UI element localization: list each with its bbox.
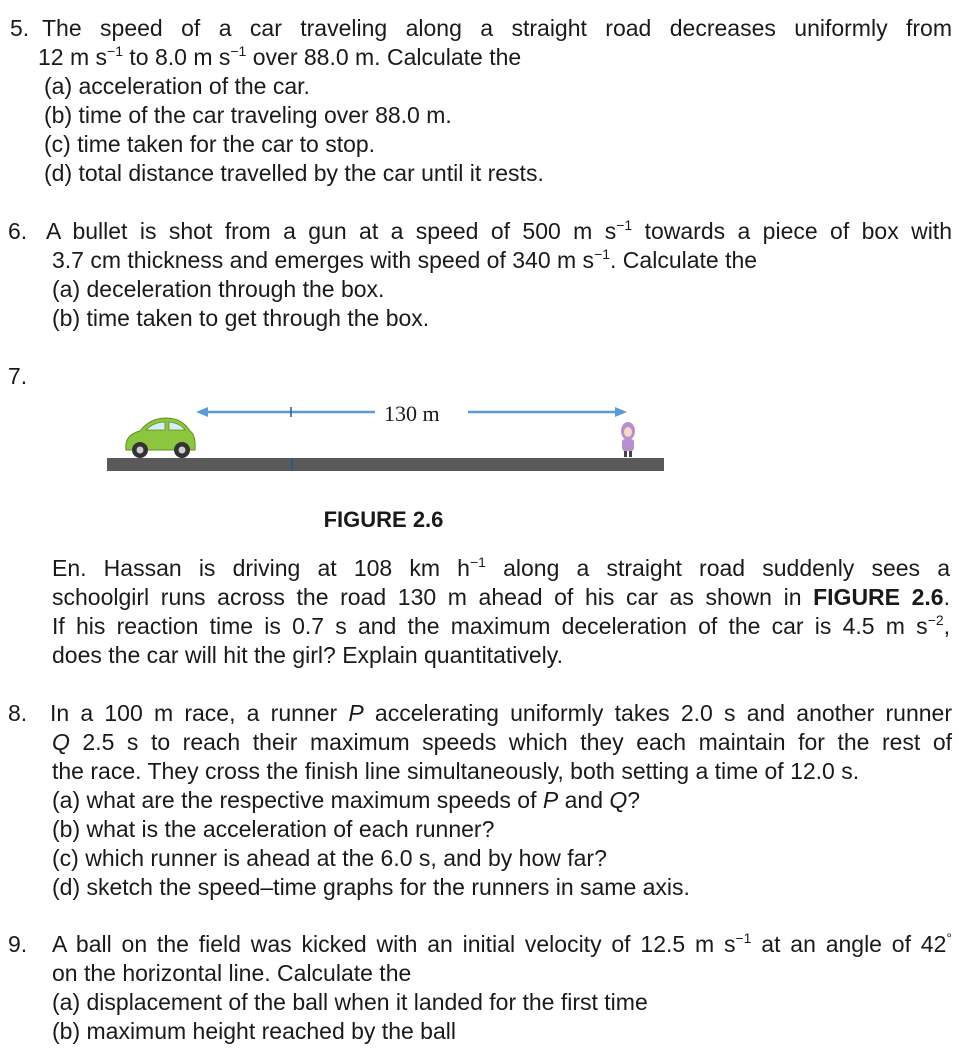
arrow-head-right-icon — [615, 407, 627, 417]
question-8-line-3: the race. They cross the finish line simultaneously, both setting a time of 12.0 s. — [52, 758, 860, 784]
question-6-number: 6. — [8, 218, 28, 244]
question-9-part-a: (a) displacement of the ball when it landed for the first time — [52, 989, 648, 1015]
car-icon — [126, 418, 195, 458]
question-9-line-1: A ball on the field was kicked with an initial velocity of 12.5 m $s^{-1}$ at an angle of 42° — [52, 930, 952, 957]
question-8-number: 8. — [8, 700, 28, 726]
question-7-line-3: If his reaction time is 0.7 s and the maximum deceleration of the car is 4.5 m $s^{-2}$, — [52, 612, 950, 639]
question-6-line-1: A bullet is shot from a gun at a speed of 500 m $s^{-1}$ towards a piece of box with — [46, 217, 952, 244]
question-8-part-a: (a) what are the respective maximum speeds of P and Q? — [52, 787, 641, 813]
arrow-head-left-icon — [196, 407, 208, 417]
distance-label: 130 m — [384, 401, 440, 426]
question-8-part-b: (b) what is the acceleration of each runner? — [52, 816, 495, 842]
question-7-number: 7. — [8, 363, 28, 389]
question-9-part-b: (b) maximum height reached by the ball — [52, 1018, 456, 1044]
question-5-line-2: 12 m $s^{-1}$ to 8.0 m $s^{-1}$ over 88.0 m. Calculate the — [38, 43, 522, 70]
question-5-part-b: (b) time of the car traveling over 88.0 m. — [44, 102, 452, 128]
question-7-line-2: schoolgirl runs across the road 130 m ahead of his car as shown in FIGURE 2.6. — [52, 584, 950, 610]
question-9-line-2: on the horizontal line. Calculate the — [52, 960, 412, 986]
question-9-number: 9. — [8, 931, 28, 957]
question-6-line-2: 3.7 cm thickness and emerges with speed of 340 m $s^{-1}$. Calculate the — [52, 246, 758, 273]
question-5-number: 5. — [10, 15, 30, 41]
question-6-part-b: (b) time taken to get through the box. — [52, 305, 430, 331]
question-8-line-1: In a 100 m race, a runner P accelerating uniformly takes 2.0 s and another runner — [50, 700, 952, 726]
question-5-line-1: The speed of a car traveling along a straight road decreases uniformly from — [42, 15, 952, 41]
question-8-part-d: (d) sketch the speed–time graphs for the runners in same axis. — [52, 874, 690, 900]
question-5-part-c: (c) time taken for the car to stop. — [44, 131, 376, 157]
question-8-part-c: (c) which runner is ahead at the 6.0 s, and by how far? — [52, 845, 607, 871]
figure-2-6 — [0, 395, 700, 480]
question-8-line-2: Q 2.5 s to reach their maximum speeds which they each maintain for the rest of — [52, 729, 952, 755]
schoolgirl-icon — [621, 422, 635, 457]
question-5-part-a: (a) acceleration of the car. — [44, 73, 310, 99]
question-7-line-4: does the car will hit the girl? Explain quantitatively. — [52, 642, 563, 668]
question-7-line-1: En. Hassan is driving at 108 km $h^{-1}$ along a straight road suddenly sees a — [52, 554, 950, 581]
question-5-part-d: (d) total distance travelled by the car until it rests. — [44, 160, 544, 186]
question-6-part-a: (a) deceleration through the box. — [52, 276, 385, 302]
figure-caption: FIGURE 2.6 — [323, 507, 444, 532]
road — [107, 458, 664, 471]
